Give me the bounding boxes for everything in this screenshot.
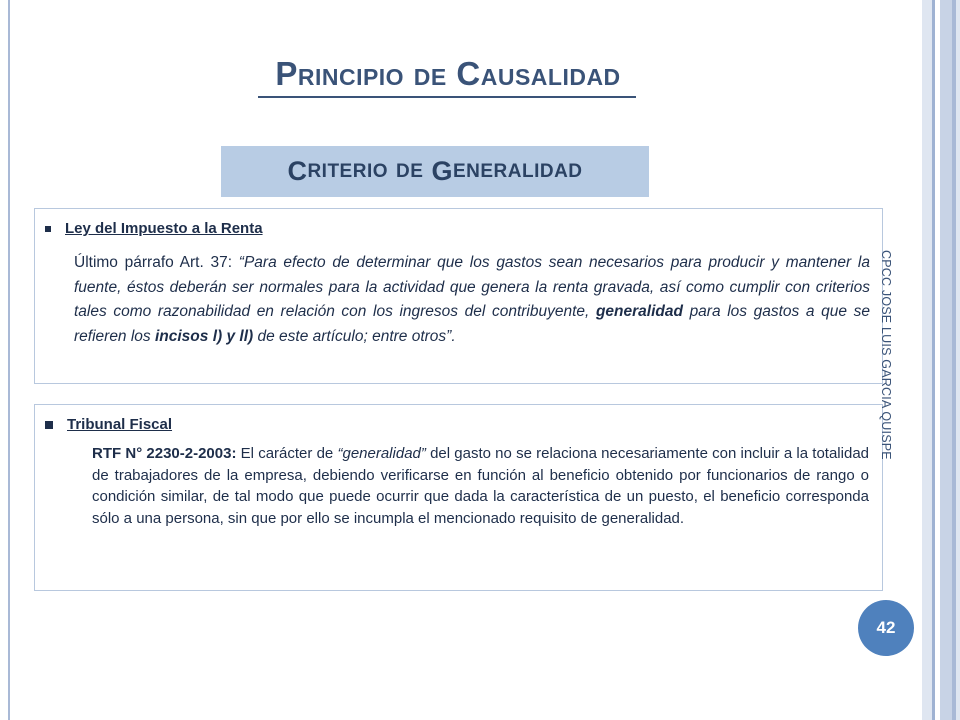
title-middle-word: DE xyxy=(413,64,447,90)
title-word-rest: AUSALIDAD xyxy=(480,64,621,90)
right-decor-stripe xyxy=(940,0,952,720)
bullet-heading xyxy=(45,416,172,433)
banner-initial: G xyxy=(431,156,453,186)
square-bullet-icon xyxy=(45,226,51,232)
section-box-tribunal xyxy=(34,404,883,591)
banner-word-rest: RITERIO xyxy=(307,160,389,182)
bullet-heading xyxy=(45,220,263,237)
subtitle-banner xyxy=(221,146,649,197)
title-initial: C xyxy=(456,55,481,92)
para-quote: “generalidad” xyxy=(337,445,426,462)
right-decor-stripe xyxy=(956,0,960,720)
right-decor-stripe xyxy=(922,0,932,720)
title-underline xyxy=(258,96,636,98)
square-bullet-icon xyxy=(45,421,53,429)
banner-middle-word: DE xyxy=(396,160,424,182)
title-initial: P xyxy=(275,55,298,92)
para-quote: para los gastos a que se refieren los xyxy=(74,303,870,345)
author-vertical-text: CPCC JOSE LUIS GARCIA QUISPE xyxy=(879,250,893,460)
title-word-rest: RINCIPIO xyxy=(297,64,405,90)
section-heading: Tribunal Fiscal xyxy=(67,416,173,433)
para-quote: de este artículo; entre otros”. xyxy=(253,327,456,345)
para-text: Último párrafo Art. 37: xyxy=(74,254,239,271)
banner-initial: C xyxy=(287,156,308,186)
section-box-law xyxy=(34,208,883,384)
para-bold: RTF N° 2230-2-2003: xyxy=(92,445,237,462)
section-heading: Ley del Impuesto a la Renta xyxy=(65,220,263,237)
left-frame-line xyxy=(8,0,10,720)
law-paragraph xyxy=(74,251,870,349)
slide-title xyxy=(0,55,896,93)
para-bold: generalidad xyxy=(595,303,683,320)
tribunal-paragraph xyxy=(92,443,869,529)
para-text: El carácter de xyxy=(236,445,338,462)
para-bold: incisos l) y ll) xyxy=(154,327,254,345)
para-quote: “Para efecto de determinar que los gastos sean necesarios para producir y mantener la fuente, éstos deberán ser normales para la actividad que genera la renta gravada, así como cumplir con criterios tales como razonabilidad en relación con los ingresos del contribuyente, xyxy=(74,254,871,320)
para-text: del gasto no se relaciona necesariamente con incluir a la totalidad de trabajadores de la empresa, debiendo verificarse en función al beneficio obtenido por funcionarios de rango o condición similar, de tal modo que puede ocurrir que dada la característica de un puesto, el beneficio corresponda sólo a una persona, sin que por ello se incumpla el mencionado requisito de generalidad. xyxy=(92,445,869,527)
banner-word-rest: ENERALIDAD xyxy=(452,160,583,182)
page-number-badge: 42 xyxy=(858,600,914,656)
